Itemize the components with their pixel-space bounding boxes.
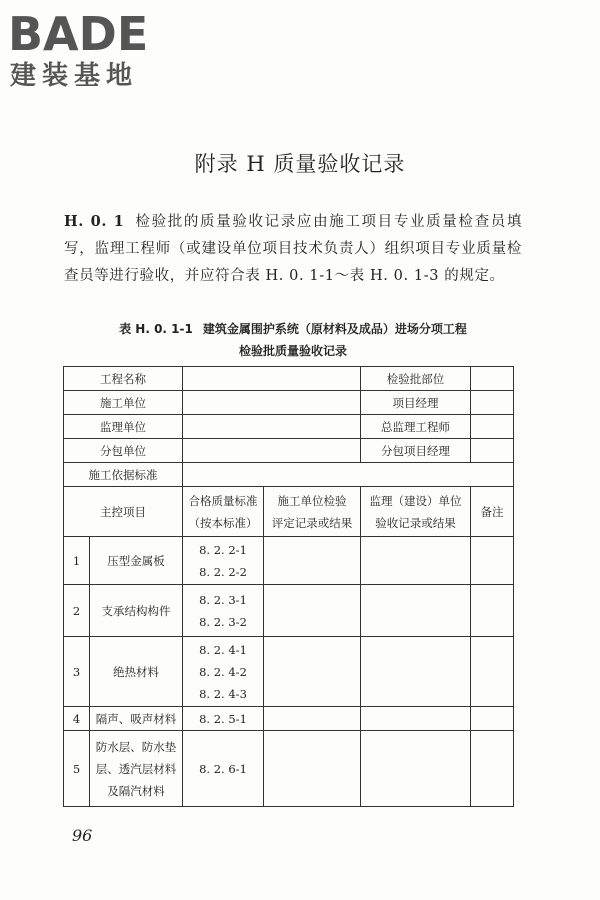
clause-ref: 8. 2. 4-2 — [199, 664, 247, 679]
row-number: 5 — [64, 731, 90, 807]
clause-ref: 8. 2. 3-1 — [199, 592, 247, 607]
table-row — [64, 463, 514, 487]
label-inspection-lot: 检验批部位 — [361, 367, 471, 391]
construction-record-cell[interactable] — [264, 537, 361, 585]
row-clauses — [183, 731, 264, 807]
row-item-line: 防水层、防水垫 — [95, 739, 177, 754]
label-project-manager: 项目经理 — [361, 391, 471, 415]
appendix-title: 附录 H 质量验收记录 — [194, 152, 406, 176]
row-item: 支承结构构件 — [90, 585, 183, 637]
label-supervision-unit: 监理单位 — [64, 415, 183, 439]
row-number: 1 — [64, 537, 90, 585]
value-project-name[interactable] — [183, 367, 361, 391]
col-construction-line1: 施工单位检验 — [277, 493, 347, 508]
clause-ref: 8. 2. 3-2 — [199, 614, 247, 629]
label-construction-unit: 施工单位 — [64, 391, 183, 415]
row-clauses — [183, 707, 264, 731]
inspection-record-table — [63, 366, 514, 807]
table-header-row — [64, 487, 514, 537]
label-subcontractor: 分包单位 — [64, 439, 183, 463]
table-caption-line2: 检验批质量验收记录 — [238, 344, 347, 358]
col-construction-record — [264, 487, 361, 537]
label-chief-engineer: 总监理工程师 — [361, 415, 471, 439]
supervision-record-cell[interactable] — [361, 537, 471, 585]
col-standard — [183, 487, 264, 537]
clause-ref: 8. 2. 4-3 — [199, 686, 247, 701]
logo-brand-text: BADE — [8, 7, 149, 61]
clause-ref: 8. 2. 6-1 — [199, 761, 247, 776]
row-item: 绝热材料 — [90, 637, 183, 707]
row-number: 4 — [64, 707, 90, 731]
clause-paragraph — [64, 208, 522, 290]
row-number: 3 — [64, 637, 90, 707]
row-item: 隔声、吸声材料 — [90, 707, 183, 731]
col-construction-line2: 评定记录或结果 — [271, 515, 353, 530]
col-standard-line1: 合格质量标准 — [188, 493, 258, 508]
value-supervision-unit[interactable] — [183, 415, 361, 439]
construction-record-cell[interactable] — [264, 585, 361, 637]
table-title: 建筑金属围护系统（原材料及成品）进场分项工程 — [202, 322, 467, 336]
col-main-item: 主控项目 — [64, 487, 183, 537]
label-standard: 施工依据标准 — [64, 463, 183, 487]
row-item-line: 及隔汽材料 — [107, 783, 165, 798]
clause-ref: 8. 2. 5-1 — [199, 711, 247, 726]
page-number: 96 — [72, 826, 93, 845]
table-caption-line1 — [64, 318, 522, 340]
value-chief-engineer[interactable] — [471, 415, 514, 439]
col-remark: 备注 — [471, 487, 514, 537]
supervision-record-cell[interactable] — [361, 707, 471, 731]
clause-ref: 8. 2. 2-1 — [199, 542, 247, 557]
row-item-line: 层、透汽层材料 — [95, 761, 177, 776]
value-project-manager[interactable] — [471, 391, 514, 415]
clause-text: 检验批的质量验收记录应由施工项目专业质量检查员填写，监理工程师（或建设单位项目技术负责人）组织项目专业质量检查员等进行验收，并应符合表 H. 0. 1-1～表 H. 0. 1-3 的规定。 — [64, 214, 522, 284]
row-clauses — [183, 585, 264, 637]
row-number: 2 — [64, 585, 90, 637]
supervision-record-cell[interactable] — [361, 731, 471, 807]
brand-logo — [8, 6, 178, 90]
value-inspection-lot[interactable] — [471, 367, 514, 391]
construction-record-cell[interactable] — [264, 707, 361, 731]
table-row — [64, 391, 514, 415]
table-row — [64, 637, 514, 707]
logo-subtitle-text: 建装基地 — [10, 61, 139, 90]
supervision-record-cell[interactable] — [361, 585, 471, 637]
clause-ref: 8. 2. 2-2 — [199, 564, 247, 579]
table-row — [64, 537, 514, 585]
remark-cell[interactable] — [471, 537, 514, 585]
row-clauses — [183, 537, 264, 585]
value-subcontractor[interactable] — [183, 439, 361, 463]
table-row — [64, 367, 514, 391]
value-construction-unit[interactable] — [183, 391, 361, 415]
value-standard[interactable] — [183, 463, 514, 487]
col-supervision-record — [361, 487, 471, 537]
remark-cell[interactable] — [471, 585, 514, 637]
table-row — [64, 585, 514, 637]
table-row — [64, 731, 514, 807]
construction-record-cell[interactable] — [264, 637, 361, 707]
clause-number: H. 0. 1 — [64, 213, 125, 230]
table-row — [64, 439, 514, 463]
label-sub-manager: 分包项目经理 — [361, 439, 471, 463]
value-sub-manager[interactable] — [471, 439, 514, 463]
label-project-name: 工程名称 — [64, 367, 183, 391]
table-row — [64, 415, 514, 439]
table-caption — [64, 318, 522, 362]
table-row — [64, 707, 514, 731]
remark-cell[interactable] — [471, 731, 514, 807]
construction-record-cell[interactable] — [264, 731, 361, 807]
row-item — [90, 731, 183, 807]
clause-ref: 8. 2. 4-1 — [199, 642, 247, 657]
supervision-record-cell[interactable] — [361, 637, 471, 707]
col-standard-line2: （按本标准） — [188, 515, 258, 530]
brand-logo-art — [8, 6, 178, 90]
table-number: 表 H. 0. 1-1 — [119, 322, 193, 336]
row-item: 压型金属板 — [90, 537, 183, 585]
remark-cell[interactable] — [471, 637, 514, 707]
row-clauses — [183, 637, 264, 707]
col-supervision-line2: 验收记录或结果 — [375, 515, 456, 530]
col-supervision-line1: 监理（建设）单位 — [369, 493, 462, 508]
remark-cell[interactable] — [471, 707, 514, 731]
